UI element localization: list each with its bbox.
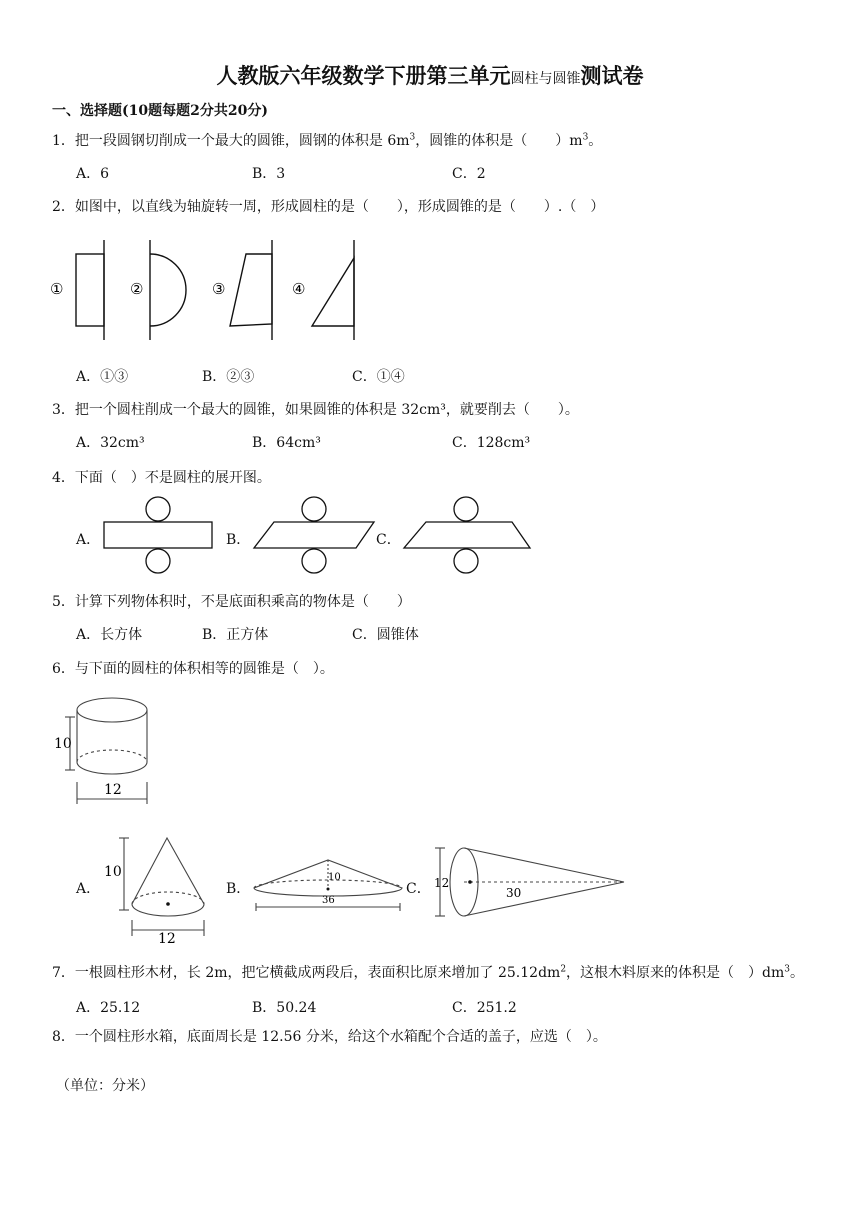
q1-option-b: B．3 (252, 166, 286, 182)
q6-cylinder-figure (50, 690, 160, 810)
q4-net-c (404, 497, 530, 573)
q6-cone-a (100, 832, 212, 944)
q2-figure-3 (212, 240, 272, 340)
q6-option-b: B． (226, 881, 251, 897)
question-2: 2．如图中，以直线为轴旋转一周，形成圆柱的是（ ），形成圆锥的是（ ）.（ ） (52, 199, 605, 215)
question-8: 8．一个圆柱形水箱，底面周长是 12.56 分米，给这个水箱配个合适的盖子，应选（ ）。 (52, 1029, 607, 1045)
q8-unit-note: （单位：分米） (56, 1078, 154, 1094)
q2-option-a: A．①③ (76, 369, 129, 385)
q2-label-1: ① (50, 280, 64, 298)
q6-cone-a-diameter: 12 (158, 931, 176, 944)
q6-cone-b (250, 852, 406, 916)
q2-figure-1 (50, 240, 104, 340)
q6-cone-b-diameter: 36 (322, 895, 335, 906)
question-3: 3．把一个圆柱削成一个最大的圆锥，如果圆锥的体积是 32cm³，就要削去（ ）。 (52, 402, 579, 418)
q3-option-c: C．128cm³ (452, 435, 531, 451)
q4-net-a (104, 497, 212, 573)
q6-option-c: C． (406, 881, 431, 897)
q4-option-c: C． (376, 532, 401, 548)
q3-option-a: A．32cm³ (76, 435, 145, 451)
q2-option-c: C．①④ (352, 369, 405, 385)
q6-cone-a-height: 10 (104, 864, 122, 880)
q6-cone-b-height: 10 (328, 872, 341, 883)
q7-option-a: A．25.12 (76, 1000, 141, 1016)
q6-cylinder-height: 10 (54, 736, 72, 752)
q4-option-b: B． (226, 532, 251, 548)
q1-option-a: A．6 (76, 166, 110, 182)
question-4: 4．下面（ ）不是圆柱的展开图。 (52, 470, 271, 486)
q6-option-a: A． (76, 881, 101, 897)
q4-figures (100, 496, 540, 578)
q5-option-a: A．长方体 (76, 627, 143, 643)
q6-cone-c-height: 30 (506, 886, 522, 900)
q4-net-b (254, 497, 374, 573)
q1-option-c: C．2 (452, 166, 486, 182)
q7-option-b: B．50.24 (252, 1000, 317, 1016)
section-heading: 一、选择题(10题每题2分共20分) (52, 103, 268, 119)
q2-option-b: B．②③ (202, 369, 255, 385)
q5-option-c: C．圆锥体 (352, 627, 419, 643)
q6-cone-c (430, 844, 630, 924)
q2-label-3: ③ (212, 280, 226, 298)
q3-option-b: B．64cm³ (252, 435, 321, 451)
q2-label-2: ② (130, 280, 144, 298)
question-7: 7．一根圆柱形木材，长 2m，把它横截成两段后，表面积比原来增加了 $25.12dm^2$，这根木料原来的体积是（ ）$dm^3$。 (52, 964, 805, 981)
q2-label-4: ④ (292, 280, 306, 298)
q2-figure-2 (130, 240, 186, 340)
q4-option-a: A． (76, 532, 101, 548)
question-1: 1．把一段圆钢切削成一个最大的圆锥，圆钢的体积是 $6m^3$，圆锥的体积是（ ）$m^3$。 (52, 132, 603, 149)
q6-cylinder-diameter: 12 (104, 782, 122, 798)
question-6: 6．与下面的圆柱的体积相等的圆锥是（ ）。 (52, 661, 334, 677)
q5-option-b: B．正方体 (202, 627, 269, 643)
q2-figure-4 (292, 240, 354, 340)
page-title: 人教版六年级数学下册第三单元圆柱与圆锥测试卷 (216, 63, 644, 88)
q6-cone-c-diameter: 12 (434, 876, 450, 890)
q2-figures (40, 232, 380, 344)
question-5: 5．计算下列物体积时，不是底面积乘高的物体是（ ） (52, 594, 411, 610)
q7-option-c: C．251.2 (452, 1000, 517, 1016)
